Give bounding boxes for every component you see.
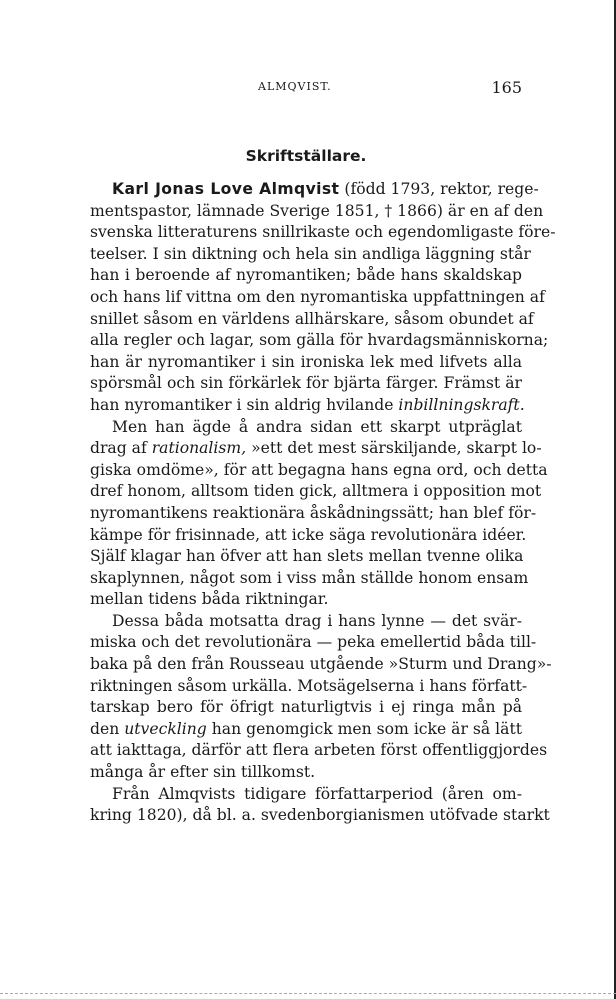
- page-body: [90, 145, 556, 827]
- text-line: Dessa båda motsatta drag i hans lynne — det svär-: [112, 611, 522, 630]
- page-header: [90, 78, 522, 100]
- text-line: mentspastor, lämnade Sverige 1851, † 1866) är en af den: [90, 201, 544, 220]
- text-line: många år efter sin tillkomst.: [90, 763, 316, 782]
- text-line: alla regler och lagar, som gälla för hvardagsmänniskorna;: [90, 331, 549, 350]
- italic-term: rationalism,: [151, 439, 247, 458]
- text-line: svenska litteraturens snillrikaste och egendomligaste före-: [90, 223, 556, 242]
- text-line: han är nyromantiker i sin ironiska lek med lifvets alla: [90, 352, 522, 371]
- text-line: baka på den från Rousseau utgående »Sturm und Drang»-: [90, 655, 552, 674]
- text-line: snillet såsom en världens allhärskare, såsom obundet af: [90, 309, 534, 328]
- section-title: Skriftställare.: [245, 147, 367, 165]
- page-number: 165: [491, 78, 522, 97]
- text-line: dref honom, alltsom tiden gick, alltmera i opposition mot: [90, 482, 542, 501]
- text-line: tarskap bero för öfrigt naturligtvis i ej ringa mån på: [90, 698, 522, 717]
- text-line: Från Almqvists tidigare författarperiod (åren om-: [112, 784, 522, 803]
- text-line: den utveckling han genomgick men som icke är så lätt: [90, 719, 522, 738]
- text-line: spörsmål och sin förkärlek för bjärta färger. Främst är: [90, 374, 522, 393]
- text-line: att iakttaga, därför att flera arbeten först offentliggjordes: [90, 741, 548, 760]
- text-line: och hans lif vittna om den nyromantiska uppfattningen af: [90, 287, 545, 306]
- scan-edge: [0, 993, 616, 995]
- running-head: ALMQVIST.: [258, 80, 332, 93]
- text-line: nyromantikens reaktionära åskådningssätt; han blef för-: [90, 503, 537, 522]
- text-line: giska omdöme», för att begagna hans egna ord, och detta: [90, 460, 548, 479]
- author-name: Karl Jonas Love Almqvist: [112, 180, 340, 198]
- text-line: Men han ägde å andra sidan ett skarpt utpräglat: [112, 417, 522, 436]
- text-line: riktningen såsom urkälla. Motsägelserna i hans författ-: [90, 676, 528, 695]
- text-line: mellan tidens båda riktningar.: [90, 590, 329, 609]
- text-line: Själf klagar han öfver att han slets mellan tvenne olika: [90, 547, 524, 566]
- text-line: drag af rationalism, »ett det mest särskiljande, skarpt lo-: [90, 439, 542, 458]
- text-line: kämpe för frisinnade, att icke säga revolutionära idéer.: [90, 525, 527, 544]
- text-line: han i beroende af nyromantiken; både hans skaldskap: [90, 266, 522, 285]
- text-line: teelser. I sin diktning och hela sin andliga läggning står: [90, 244, 531, 263]
- text-line: Karl Jonas Love Almqvist (född 1793, rektor, rege-: [112, 180, 539, 198]
- text-line: miska och det revolutionära — peka emellertid båda till-: [90, 633, 537, 652]
- text-line: skaplynnen, något som i viss mån ställde honom ensam: [90, 568, 529, 587]
- text-line: kring 1820), då bl. a. svedenborgianismen utöfvade starkt: [90, 806, 550, 825]
- italic-term: inbillningskraft.: [398, 395, 525, 414]
- italic-term: utveckling: [124, 719, 207, 738]
- text-line: han nyromantiker i sin aldrig hvilande inbillningskraft.: [90, 395, 525, 414]
